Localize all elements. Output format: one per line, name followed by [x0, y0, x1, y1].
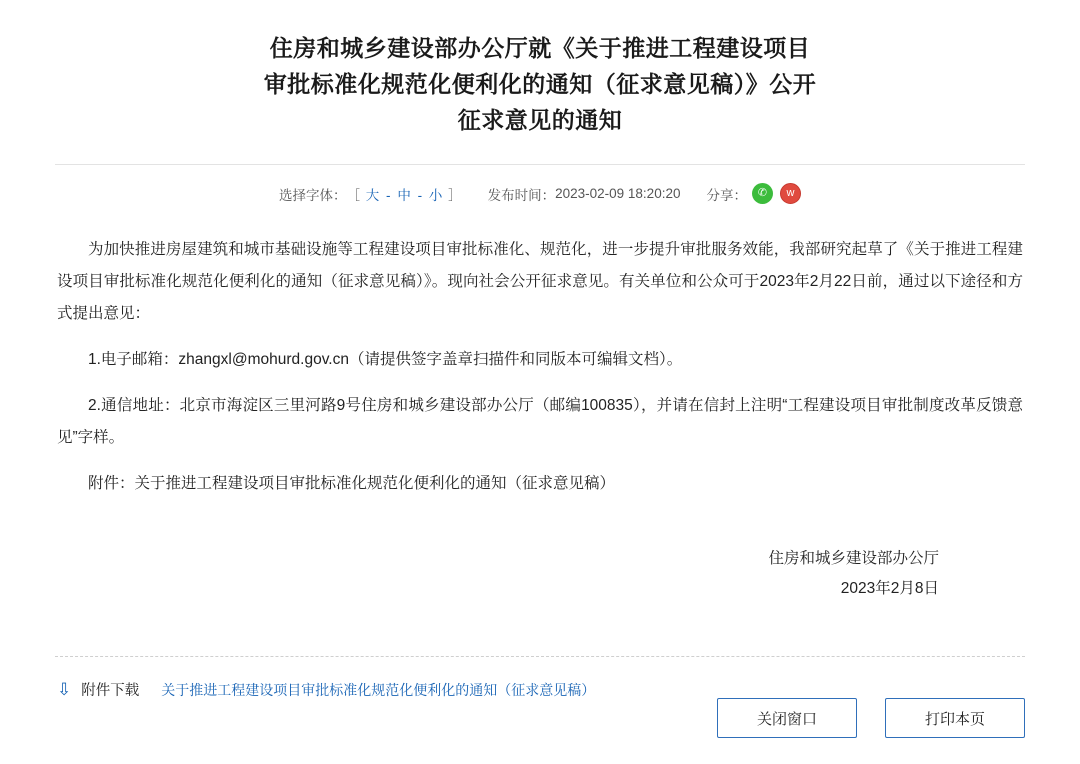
action-buttons: [717, 698, 1025, 738]
page-title: 住房和城乡建设部办公厅就《关于推进工程建设项目审批标准化规范化便利化的通知（征求意见稿）》公开征求意见的通知: [263, 35, 817, 133]
download-icon[interactable]: ⇩: [57, 680, 72, 699]
paragraph-email: 1.电子邮箱：zhangxl@mohurd.gov.cn（请提供签字盖章扫描件和同版本可编辑文档）。: [88, 351, 683, 368]
bracket-close: ］: [448, 187, 462, 203]
weibo-icon[interactable]: w: [780, 183, 801, 204]
font-size-medium-link[interactable]: 中: [397, 187, 411, 203]
font-size-small-link[interactable]: 小: [428, 187, 443, 203]
signature-date: 2023年2月8日: [840, 580, 939, 597]
wechat-icon[interactable]: ✆: [752, 183, 773, 204]
font-size-separator-2: -: [417, 187, 423, 203]
font-size-selector: [279, 184, 462, 204]
publish-time-value: 2023-02-09 18:20:20: [555, 186, 681, 201]
paragraph-intro: 为加快推进房屋建筑和城市基础设施等工程建设项目审批标准化、规范化，进一步提升审批服务效能，我部研究起草了《关于推进工程建设项目审批标准化规范化便利化的通知（征求意见稿）》。现向社会公开征求意见。有关单位和公众可于2023年2月22日前，通过以下途径和方式提出意见：: [57, 241, 1023, 322]
font-size-label: 选择字体：: [279, 187, 347, 203]
attachment-download-label: 附件下载: [81, 683, 140, 699]
signature-block: [55, 514, 1025, 604]
print-page-button[interactable]: 打印本页: [885, 698, 1025, 738]
signature-organization: 住房和城乡建设部办公厅: [768, 550, 939, 567]
close-window-button[interactable]: 关闭窗口: [717, 698, 857, 738]
share-section: [706, 183, 801, 204]
attachment-row: [55, 657, 1025, 700]
meta-bar: [55, 165, 1025, 210]
attachment-file-link[interactable]: 关于推进工程建设项目审批标准化规范化便利化的通知（征求意见稿）: [161, 681, 596, 698]
font-size-separator-1: -: [386, 187, 391, 203]
font-size-options: [347, 184, 462, 204]
font-size-large-link[interactable]: 大: [365, 187, 380, 203]
publish-time-label: 发布时间：: [487, 187, 556, 203]
share-label: 分享：: [706, 187, 747, 203]
share-icons: [752, 183, 801, 204]
document-body: [55, 210, 1025, 500]
paragraph-attachment-note: 附件：关于推进工程建设项目审批标准化规范化便利化的通知（征求意见稿）: [88, 475, 616, 492]
paragraph-address: 2.通信地址：北京市海淀区三里河路9号住房和城乡建设部办公厅（邮编100835），并请在信封上注明“工程建设项目审批制度改革反馈意见”字样。: [57, 397, 1023, 446]
publish-time: [488, 184, 681, 204]
bracket-open: ［: [346, 187, 361, 203]
